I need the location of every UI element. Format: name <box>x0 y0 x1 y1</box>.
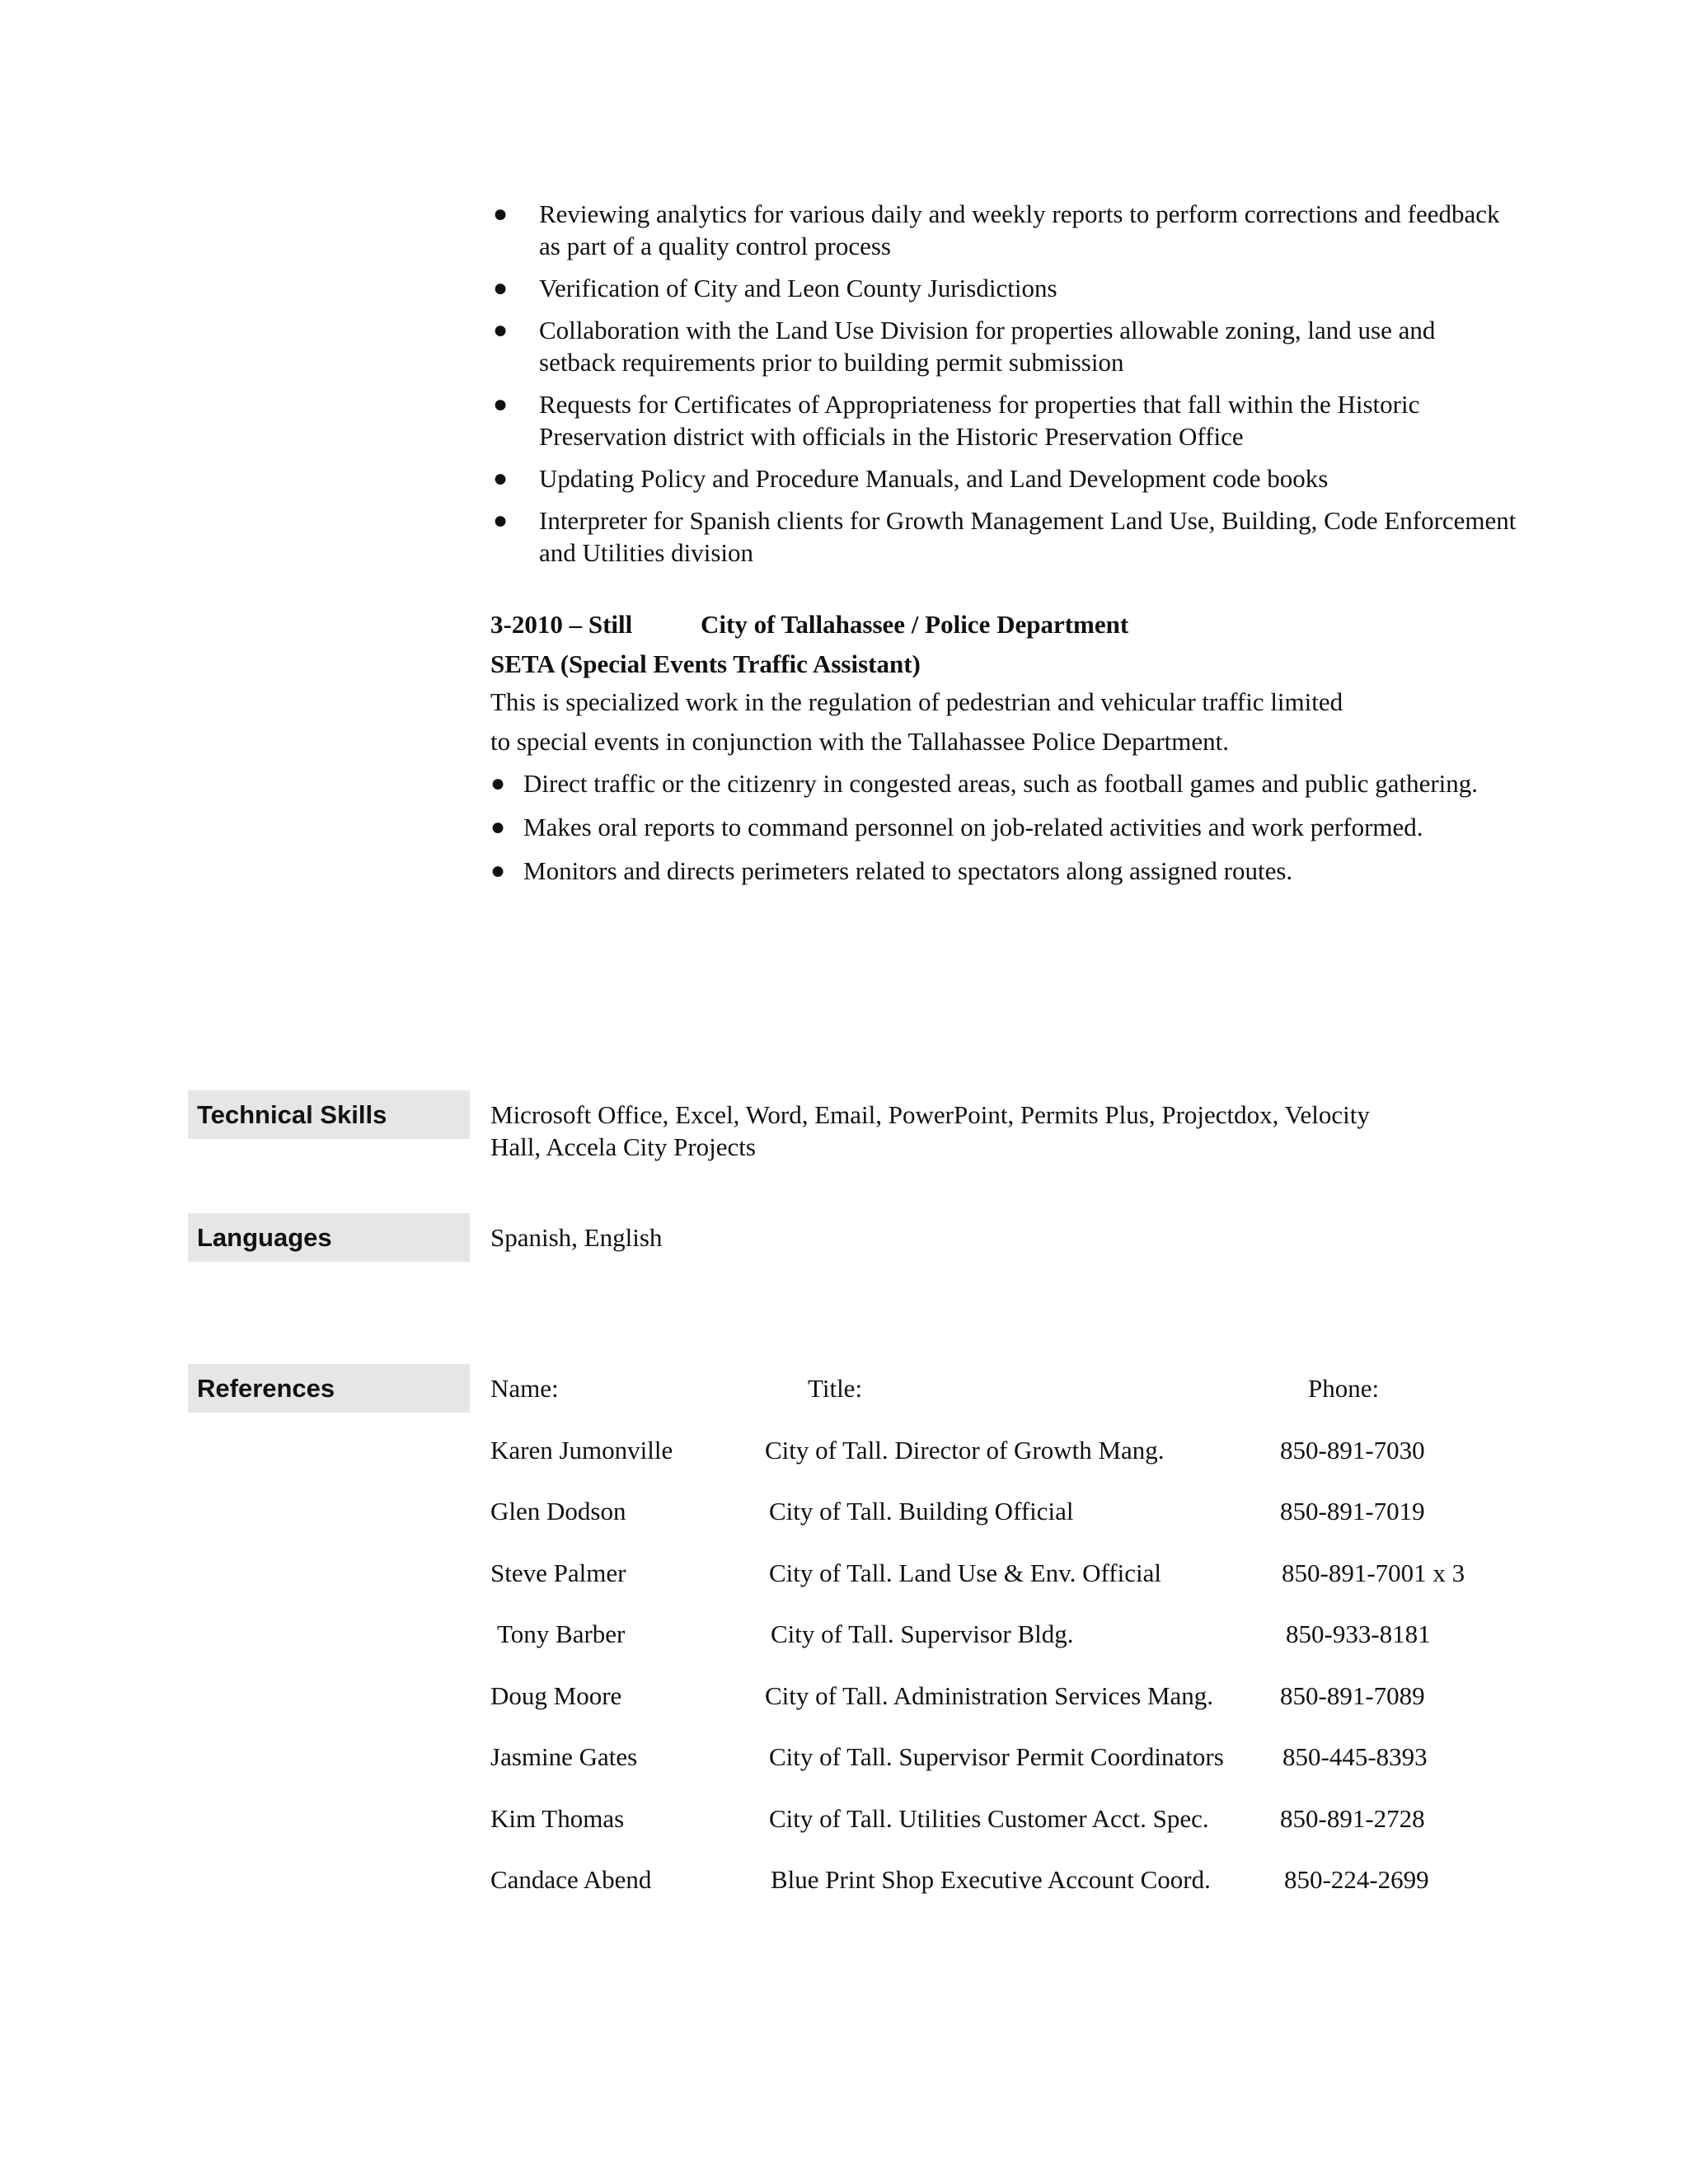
bullet-icon: ● <box>493 316 509 344</box>
ref-title: City of Tall. Administration Services Mang. <box>765 1681 1214 1710</box>
ref-name: Tony Barber <box>497 1619 626 1648</box>
languages-label: Languages <box>188 1213 470 1262</box>
reference-row <box>0 1680 1688 1713</box>
duty-item: ● Collaboration with the Land Use Division for properties allowable zoning, land use and setback requirements prior to building permit submission <box>493 316 1436 377</box>
bullet-icon: ● <box>490 770 506 797</box>
technical-skills-line: Microsoft Office, Excel, Word, Email, PowerPoint, Permits Plus, Projectdox, Velocity <box>490 1100 1370 1129</box>
bullet-icon: ● <box>493 391 509 418</box>
ref-title: City of Tall. Utilities Customer Acct. Spec. <box>769 1804 1209 1833</box>
ref-phone: 850-891-7001 x 3 <box>1282 1558 1465 1587</box>
ref-phone: 850-891-7019 <box>1280 1497 1425 1526</box>
reference-row <box>0 1495 1688 1528</box>
ref-title: City of Tall. Building Official <box>769 1497 1074 1526</box>
ref-phone: 850-933-8181 <box>1286 1619 1431 1648</box>
ref-title: Blue Print Shop Executive Account Coord. <box>771 1865 1211 1894</box>
reference-row <box>0 1863 1688 1896</box>
technical-skills-body <box>490 1099 1463 1163</box>
bullet-icon: ● <box>490 813 506 841</box>
job-dates: 3-2010 – Still <box>490 610 633 639</box>
duties-list <box>486 198 1517 579</box>
job-description-line: This is specialized work in the regulation of pedestrian and vehicular traffic limited <box>490 687 1343 716</box>
reference-row <box>0 1618 1688 1651</box>
bullet-icon: ● <box>493 200 509 227</box>
ref-name: Glen Dodson <box>490 1497 626 1526</box>
reference-row <box>0 1434 1688 1467</box>
ref-phone: 850-891-7089 <box>1280 1681 1425 1710</box>
bullet-icon: ● <box>493 465 509 492</box>
ref-header-phone: Phone: <box>1308 1374 1380 1403</box>
languages-value: Spanish, English <box>490 1223 663 1252</box>
job-entry <box>490 608 1529 899</box>
bullet-icon: ● <box>493 274 509 302</box>
ref-name: Doug Moore <box>490 1681 622 1710</box>
ref-phone: 850-224-2699 <box>1284 1865 1429 1894</box>
ref-name: Candace Abend <box>490 1865 652 1894</box>
ref-phone: 850-891-7030 <box>1280 1436 1425 1465</box>
job-duties-list <box>490 768 1529 886</box>
ref-name: Jasmine Gates <box>490 1742 638 1771</box>
ref-header-name: Name: <box>490 1374 559 1403</box>
bullet-icon: ● <box>490 857 506 884</box>
ref-title: City of Tall. Supervisor Permit Coordinators <box>769 1742 1224 1771</box>
duty-item: ● Reviewing analytics for various daily and weekly reports to perform corrections and feedback as part of a quality control process <box>493 199 1500 260</box>
duty-item: ● Verification of City and Leon County Jurisdictions <box>493 274 1057 302</box>
job-duty-item: ● Makes oral reports to command personnel on job-related activities and work performed. <box>490 813 1423 841</box>
job-header <box>490 608 1529 641</box>
bullet-icon: ● <box>493 507 509 534</box>
ref-name: Karen Jumonville <box>490 1436 673 1465</box>
ref-phone: 850-445-8393 <box>1282 1742 1428 1771</box>
references-label: References <box>188 1364 470 1413</box>
job-description <box>490 682 1529 762</box>
references-header-row <box>0 1372 1688 1405</box>
ref-title: City of Tall. Land Use & Env. Official <box>769 1558 1161 1587</box>
reference-row <box>0 1802 1688 1835</box>
duty-item: ● Updating Policy and Procedure Manuals, and Land Development code books <box>493 464 1329 493</box>
job-duty-item: ● Direct traffic or the citizenry in congested areas, such as football games and public gathering. <box>490 769 1479 798</box>
reference-row <box>0 1741 1688 1774</box>
ref-phone: 850-891-2728 <box>1280 1804 1425 1833</box>
ref-header-title: Title: <box>808 1374 863 1403</box>
technical-skills-label: Technical Skills <box>188 1090 470 1139</box>
duty-item: ● Requests for Certificates of Appropriateness for properties that fall within the Historic Preservation district with officials in the Historic Preservation Office <box>493 390 1420 451</box>
ref-title: City of Tall. Supervisor Bldg. <box>771 1619 1074 1648</box>
job-title: SETA (Special Events Traffic Assistant) <box>490 649 921 678</box>
job-duty-item: ● Monitors and directs perimeters related to spectators along assigned routes. <box>490 856 1293 885</box>
duty-item: ● Interpreter for Spanish clients for Growth Management Land Use, Building, Code Enforcement and Utilities division <box>493 506 1517 567</box>
job-employer: City of Tallahassee / Police Department <box>701 610 1129 639</box>
technical-skills-line: Hall, Accela City Projects <box>490 1132 756 1161</box>
ref-title: City of Tall. Director of Growth Mang. <box>765 1436 1165 1465</box>
ref-name: Kim Thomas <box>490 1804 625 1833</box>
job-description-line: to special events in conjunction with the Tallahassee Police Department. <box>490 727 1230 756</box>
reference-row <box>0 1557 1688 1590</box>
ref-name: Steve Palmer <box>490 1558 626 1587</box>
